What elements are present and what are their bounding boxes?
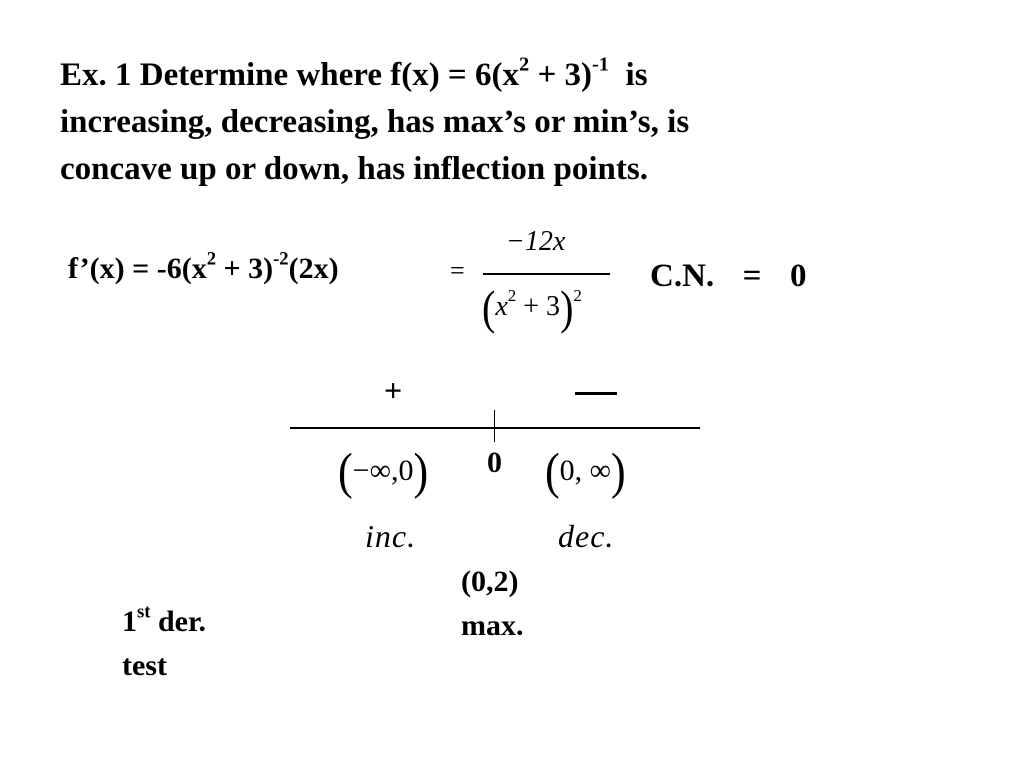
negative-sign — [575, 392, 617, 395]
test-note — [122, 600, 206, 688]
close-paren: ) — [560, 280, 574, 335]
test-note-text: der. — [150, 605, 206, 638]
interval-text: 0, ∞ — [559, 454, 612, 487]
derivative-text: (2x) — [288, 252, 339, 285]
decreasing-label: dec. — [558, 518, 615, 554]
exponent: 2 — [206, 248, 216, 270]
interval-left — [338, 443, 429, 500]
problem-line-3: concave up or down, has inflection points. — [60, 151, 648, 187]
equals-sign: = — [450, 256, 465, 285]
derivative-text: f’(x) = -6(x — [68, 252, 207, 285]
problem-line-1 — [60, 52, 689, 99]
problem-text: is — [609, 57, 648, 93]
close-paren: ) — [611, 443, 626, 500]
fraction-bar — [483, 273, 610, 275]
open-paren: ( — [545, 443, 560, 500]
problem-statement — [60, 52, 689, 193]
fraction-denominator — [482, 280, 582, 335]
derivative-expression — [68, 248, 339, 286]
critical-value-label: 0 — [487, 446, 502, 479]
exponent: -2 — [273, 248, 289, 270]
test-note-text: 1 — [122, 605, 137, 638]
number-line — [290, 427, 700, 429]
exponent: 2 — [518, 53, 530, 76]
extremum-type: max. — [461, 609, 524, 642]
ordinal-suffix: st — [137, 601, 151, 623]
problem-text: Ex. 1 Determine where f(x) = 6(x — [60, 57, 519, 93]
interval-right — [545, 443, 626, 500]
variable-x: x — [495, 291, 508, 322]
exponent: -1 — [592, 53, 610, 76]
denominator-text: + 3 — [516, 291, 561, 322]
test-note-line-1 — [122, 600, 206, 644]
extremum-note — [461, 560, 524, 648]
close-paren: ) — [413, 443, 429, 500]
fraction-numerator: −12x — [506, 226, 566, 257]
open-paren: ( — [482, 280, 496, 335]
open-paren: ( — [338, 443, 353, 500]
derivative-text: + 3) — [216, 252, 274, 285]
test-note-line-2: test — [122, 649, 167, 682]
positive-sign: + — [384, 372, 403, 408]
exponent: 2 — [573, 286, 582, 305]
increasing-label: inc. — [365, 518, 417, 554]
exponent: 2 — [507, 286, 517, 305]
critical-numbers: C.N. = 0 — [650, 258, 807, 294]
problem-line-2: increasing, decreasing, has max’s or min’s, is — [60, 104, 690, 140]
extremum-point: (0,2) — [461, 565, 519, 598]
interval-text: −∞,0 — [352, 454, 414, 487]
problem-text: + 3) — [529, 57, 592, 93]
critical-tick — [494, 410, 495, 442]
